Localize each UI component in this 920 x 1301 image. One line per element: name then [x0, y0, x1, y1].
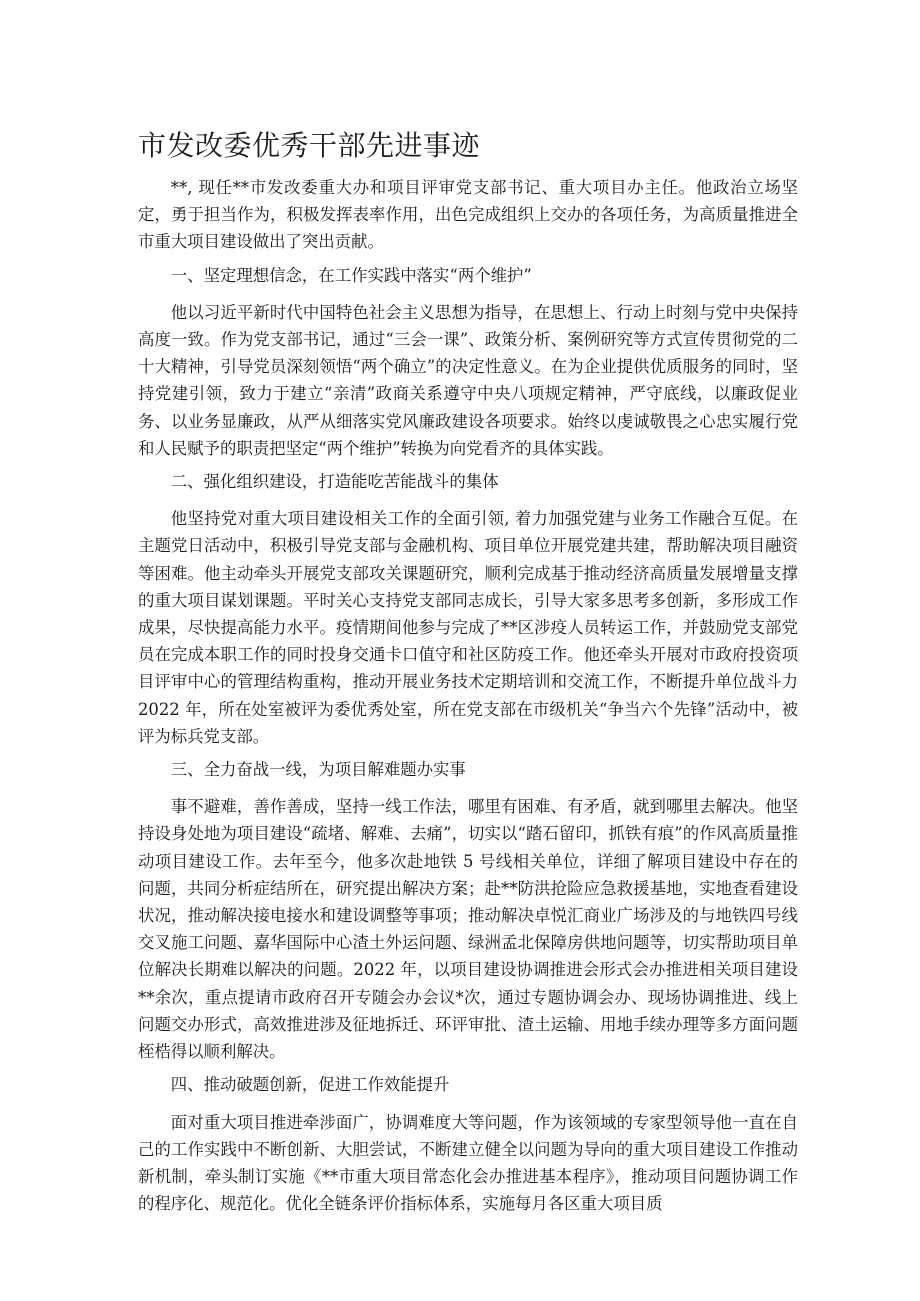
section-2-body: 他坚持党对重大项目建设相关工作的全面引领, 着力加强党建与业务工作融合互促。在主题党日活动中，积极引导党支部与金融机构、项目单位开展党建共建，帮助解决项目融资等困难。他主动牵头开展党支部攻关课题研究，顺利完成基于推动经济高质量发展增量支撑的重大项目谋划课题。平时关心支持党支部同志成长，引导大家多思考多创新，多形成工作成果，尽快提高能力水平。疫情期间他参与完成了**区涉疫人员转运工作，并鼓励党支部党员在完成本职工作的同时投身交通卡口值守和社区防疫工作。他还牵头开展对市政府投资项目评审中心的管理结构重构，推动开展业务技术定期培训和交流工作，不断提升单位战斗力 2022 年，所在处室被评为委优秀处室，所在党支部在市级机关“争当六个先锋”活动中，被评为标兵党支部。 — [138, 509, 798, 746]
document-title: 市发改委优秀干部先进事迹 — [138, 129, 481, 162]
section-1-body: 他以习近平新时代中国特色社会主义思想为指导，在思想上、行动上时刻与党中央保持高度一致。作为党支部书记，通过“三会一课”、政策分析、案例研究等方式宣传贯彻党的二十大精神，引导党员深刻领悟“两个确立”的决定性意义。在为企业提供优质服务的同时，坚持党建引领，致力于建立“亲清”政商关系遵守中央八项规定精神，严守底线，以廉政促业务、以业务显廉政，从严从细落实党风廉政建设各项要求。始终以虔诚敬畏之心忠实履行党和人民赋予的职责把坚定“两个维护”转换为向党看齐的具体实践。 — [138, 302, 798, 458]
section-2-heading: 二、强化组织建设，打造能吃苦能战斗的集体 — [170, 472, 499, 492]
document-page — [138, 128, 798, 1223]
section-4-heading: 四、推动破题创新，促进工作效能提升 — [170, 1075, 450, 1095]
intro-paragraph: **, 现任**市发改委重大办和项目评审党支部书记、重大项目办主任。他政治立场坚定，勇于担当作为，积极发挥表率作用，出色完成组织上交办的各项任务，为高质量推进全市重大项目建设做出了突出贡献。 — [138, 178, 798, 252]
section-3-body: 事不避难，善作善成，坚持一线工作法，哪里有困难、有矛盾，就到哪里去解决。他坚持设身处地为项目建设“疏堵、解难、去痛”，切实以“踏石留印，抓铁有痕”的作风高质量推动项目建设工作。去年至今，他多次赴地铁 5 号线相关单位，详细了解项目建设中存在的问题，共同分析症结所在，研究提出解决方案；赴**防洪抢险应急救援基地，实地查看建设状况，推动解决接电接水和建设调整等事项；推动解决卓悦汇商业广场涉及的与地铁四号线交叉施工问题、嘉华国际中心渣土外运问题、绿洲孟北保障房供地问题等，切实帮助项目单位解决长期难以解决的问题。2022 年，以项目建设协调推进会形式会办推进相关项目建设**余次，重点提请市政府召开专随会办会议*次，通过专题协调会办、现场协调推进、线上问题交办形式，高效推进涉及征地拆迁、环评审批、渣土运输、用地手续办理等多方面问题桎梏得以顺利解决。 — [138, 797, 798, 1062]
section-3-heading: 三、全力奋战一线，为项目解难题办实事 — [170, 760, 466, 780]
section-1-heading: 一、坚定理想信念，在工作实践中落实“两个维护” — [170, 265, 532, 285]
section-4-body: 面对重大项目推进牵涉面广，协调难度大等问题，作为该领域的专家型领导他一直在自己的工作实践中不断创新、大胆尝试，不断建立健全以问题为导向的重大项目建设工作推动新机制，牵头制订实施《**市重大项目常态化会办推进基本程序》，推动项目问题协调工作的程序化、规范化。优化全链条评价指标体系，实施每月各区重大项目质 — [138, 1112, 798, 1214]
